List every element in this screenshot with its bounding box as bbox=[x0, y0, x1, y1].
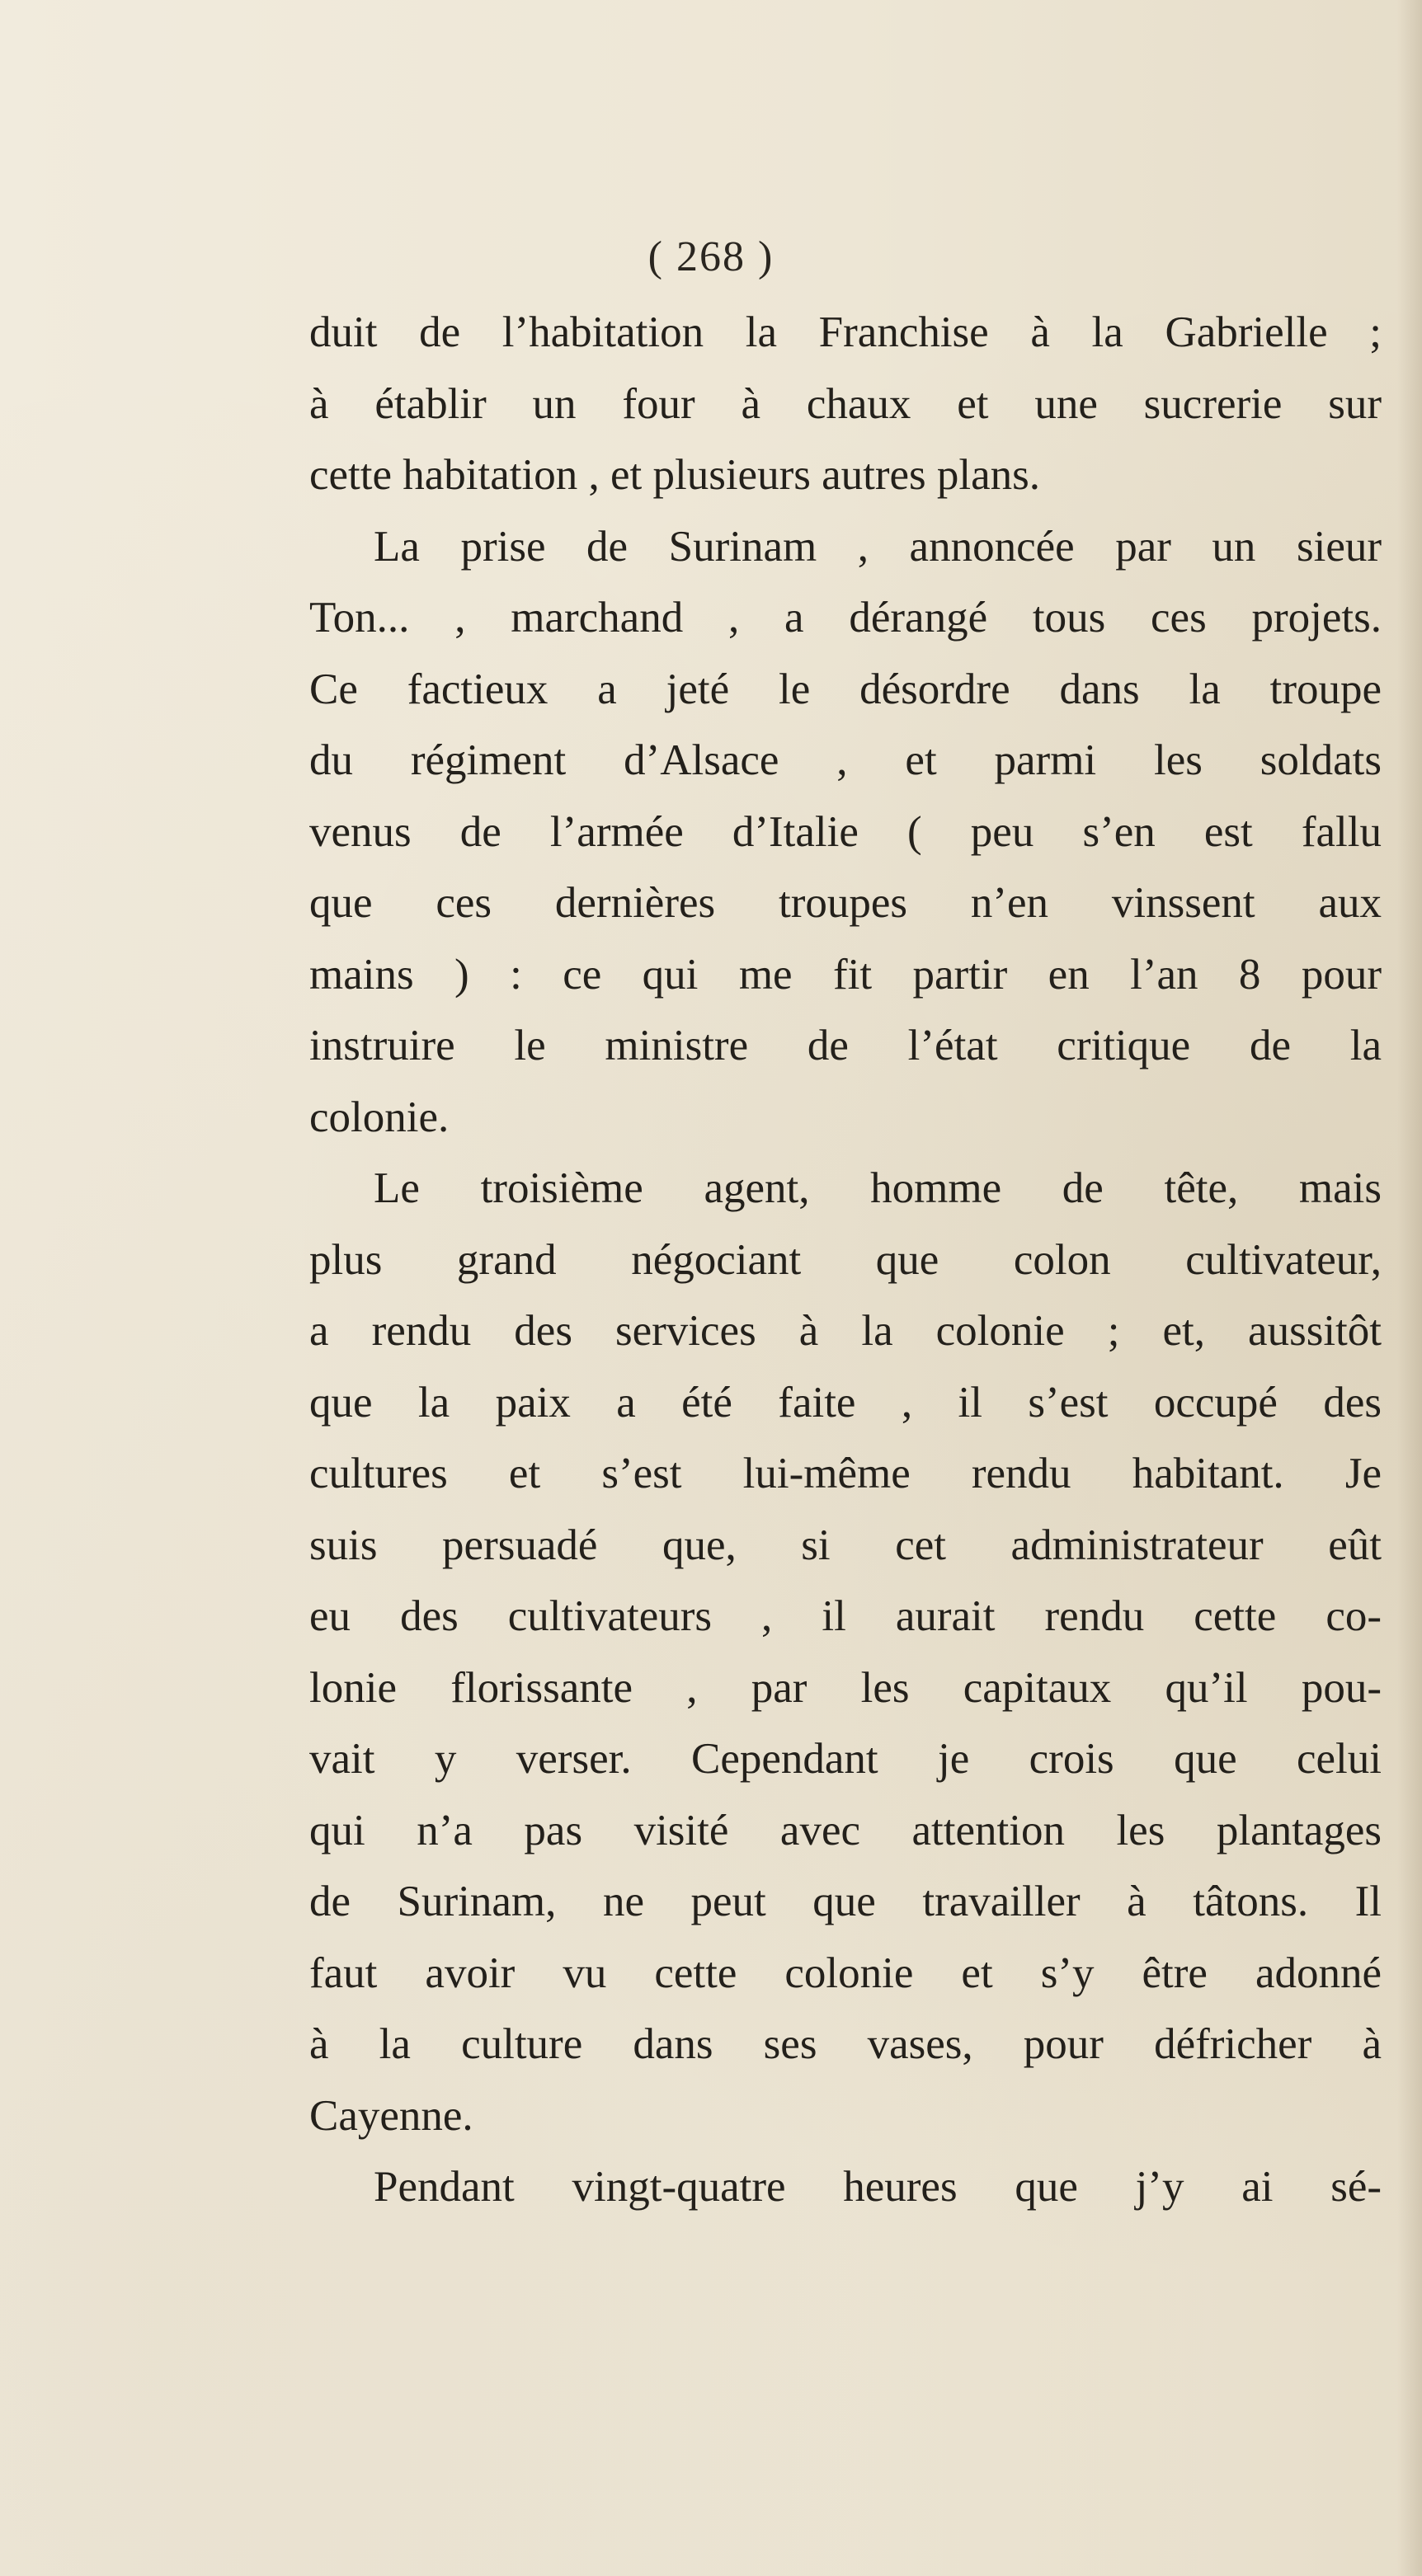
text-line: instruire le ministre de l’état critique de la bbox=[309, 1022, 1382, 1069]
body-text bbox=[309, 297, 1382, 2223]
text-line: Le troisième agent, homme de tête, mais bbox=[374, 1164, 1382, 1212]
text-line: Ce factieux a jeté le désordre dans la troupe bbox=[309, 665, 1382, 713]
page-gutter-shadow bbox=[1397, 0, 1422, 2576]
text-line: Cayenne. bbox=[309, 2091, 473, 2140]
text-line: plus grand négociant que colon cultivateur, bbox=[309, 1235, 1382, 1284]
text-line: vait y verser. Cependant je crois que celui bbox=[309, 1735, 1382, 1783]
text-line: La prise de Surinam , annoncée par un sieur bbox=[374, 522, 1382, 571]
text-line: suis persuadé que, si cet administrateur eût bbox=[309, 1521, 1382, 1569]
text-line: duit de l’habitation la Franchise à la Gabrielle ; bbox=[309, 308, 1382, 356]
text-line: cette habitation , et plusieurs autres plans. bbox=[309, 451, 1041, 499]
text-line: à la culture dans ses vases, pour défricher à bbox=[309, 2020, 1382, 2068]
text-line: cultures et s’est lui-même rendu habitant. Je bbox=[309, 1450, 1382, 1497]
page-number: ( 268 ) bbox=[647, 233, 775, 280]
text-line: faut avoir vu cette colonie et s’y être adonné bbox=[309, 1948, 1382, 1997]
text-line: à établir un four à chaux et une sucrerie sur bbox=[309, 379, 1382, 428]
text-line: Pendant vingt-quatre heures que j’y ai sé- bbox=[374, 2163, 1382, 2211]
text-line: a rendu des services à la colonie ; et, aussitôt bbox=[309, 1307, 1382, 1355]
text-line: eu des cultivateurs , il aurait rendu cette co- bbox=[309, 1592, 1382, 1640]
text-line: que la paix a été faite , il s’est occupé des bbox=[309, 1378, 1382, 1427]
text-line: du régiment d’Alsace , et parmi les soldats bbox=[309, 736, 1382, 784]
text-line: venus de l’armée d’Italie ( peu s’en est fallu bbox=[309, 807, 1382, 856]
text-line: qui n’a pas visité avec attention les plantages bbox=[309, 1806, 1382, 1854]
text-line: colonie. bbox=[309, 1093, 450, 1141]
text-line: mains ) : ce qui me fit partir en l’an 8 pour bbox=[309, 950, 1382, 999]
text-line: Ton... , marchand , a dérangé tous ces projets. bbox=[309, 594, 1382, 642]
text-line: de Surinam, ne peut que travailler à tâtons. Il bbox=[309, 1878, 1382, 1925]
text-line: lonie florissante , par les capitaux qu’il pou- bbox=[309, 1663, 1382, 1712]
text-line: que ces dernières troupes n’en vinssent aux bbox=[309, 879, 1382, 927]
